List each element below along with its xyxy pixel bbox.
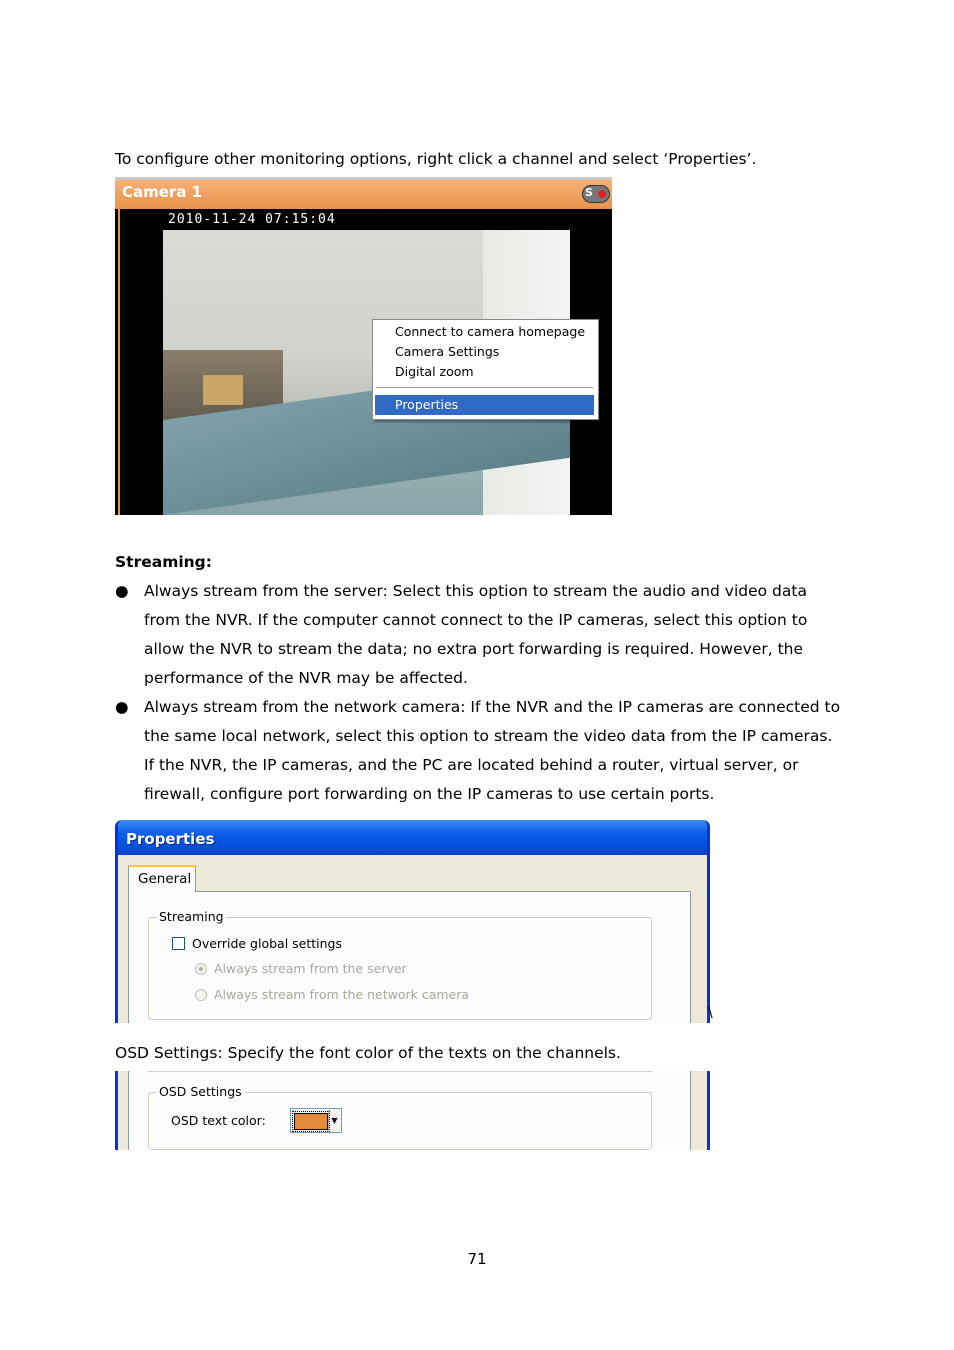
osd-group	[148, 1084, 652, 1150]
override-checkbox-label: Override global settings	[192, 936, 342, 951]
osd-color-picker[interactable]	[290, 1108, 342, 1133]
tab-general[interactable]	[128, 865, 196, 892]
menu-separator	[376, 387, 593, 389]
radio-stream-server-label: Always stream from the server	[214, 961, 407, 976]
properties-dialog	[115, 820, 710, 1023]
menu-item-properties[interactable]	[375, 395, 594, 415]
bullet-item	[115, 693, 845, 809]
bullet-item	[115, 577, 845, 693]
bullet-icon: ●	[115, 582, 129, 600]
streaming-group-label: Streaming	[159, 909, 224, 924]
record-badge: S	[585, 186, 593, 199]
osd-group-label: OSD Settings	[159, 1084, 242, 1099]
intro-text: To configure other monitoring options, right click a channel and select ‘Properties’.	[115, 150, 757, 168]
tab-panel-general	[128, 891, 691, 1023]
streaming-group	[148, 909, 652, 1020]
tab-general-label: General	[138, 871, 192, 887]
streaming-bullets	[115, 577, 845, 809]
dialog-title: Properties	[126, 830, 215, 848]
osd-tab-panel	[128, 1071, 691, 1150]
radio-stream-camera-label: Always stream from the network camera	[214, 987, 470, 1002]
record-icon	[598, 190, 606, 198]
override-checkbox[interactable]	[172, 937, 185, 950]
stray-mark: \	[708, 1005, 713, 1021]
osd-color-label: OSD text color:	[171, 1113, 266, 1128]
bullet-text-server: Always stream from the server: Select this option to stream the audio and video data from the NVR. If the computer cannot connect to the IP cameras, select this option to allow the NVR to stream the data; no extra port forwarding is required. However, the performance of the NVR may be affected.	[144, 582, 808, 687]
radio-stream-camera[interactable]	[195, 989, 207, 1001]
color-swatch	[294, 1113, 328, 1130]
divider	[148, 1071, 652, 1072]
menu-item-camera-settings[interactable]: Camera Settings	[395, 344, 500, 359]
bullet-icon: ●	[115, 698, 129, 716]
video-box	[203, 375, 243, 405]
streaming-heading: Streaming:	[115, 553, 212, 571]
page-number: 71	[467, 1250, 487, 1268]
menu-item-properties-label: Properties	[395, 397, 459, 412]
bullet-text-camera: Always stream from the network camera: If the NVR and the IP cameras are connected to the same local network, select this option to stream the video data from the IP cameras. If the NVR, the IP cameras, and the PC are located behind a router, virtual server, or firewall, configure port forwarding on the IP cameras to use certain ports.	[144, 698, 841, 803]
osd-settings-panel	[115, 1071, 710, 1150]
radio-stream-server[interactable]	[195, 963, 207, 975]
menu-item-camera-homepage[interactable]: Connect to camera homepage	[395, 324, 586, 339]
dropdown-arrow-icon: ▼	[328, 1110, 340, 1131]
osd-text: OSD Settings: Specify the font color of the texts on the channels.	[115, 1044, 621, 1062]
menu-item-digital-zoom[interactable]: Digital zoom	[395, 364, 474, 379]
camera-timestamp: 2010-11-24 07:15:04	[168, 212, 336, 227]
camera-title: Camera 1	[122, 183, 203, 201]
radio-selected-dot	[199, 967, 203, 971]
context-menu	[372, 319, 599, 420]
